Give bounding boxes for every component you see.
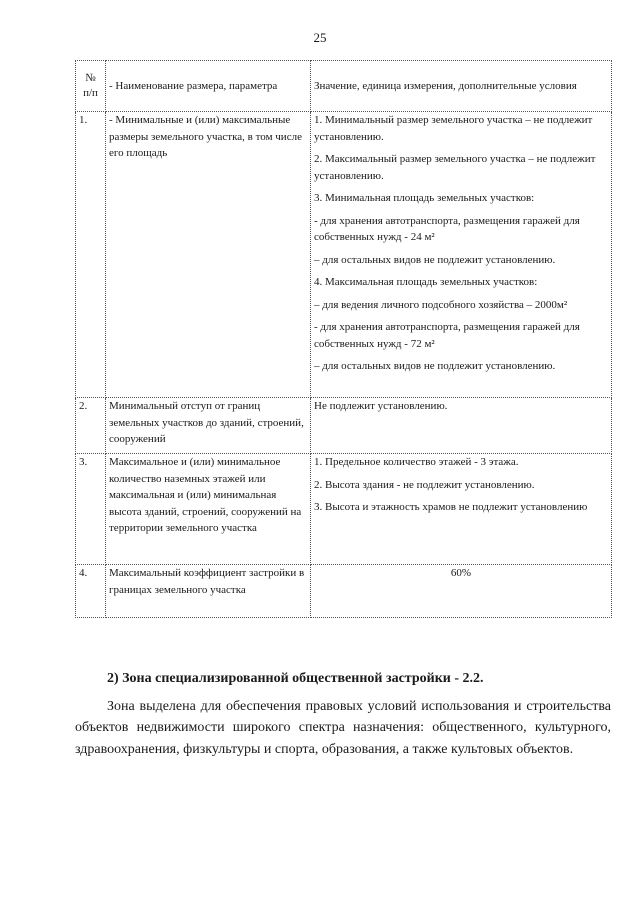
- value-line: - для хранения автотранспорта, размещения гаражей для собственных нужд - 72 м²: [314, 321, 580, 350]
- section-title: 2) Зона специализированной общественной застройки - 2.2.: [107, 671, 484, 686]
- value-line: 2. Максимальный размер земельного участка – не подлежит установлению.: [314, 153, 596, 182]
- value-line: - для хранения автотранспорта, размещения гаражей для собственных нужд - 24 м²: [314, 214, 580, 243]
- header-num-symbol: №: [85, 71, 96, 84]
- header-num-label: п/п: [83, 87, 98, 99]
- row-number: 3.: [76, 454, 106, 565]
- row-value: [311, 112, 612, 398]
- section-paragraph: Зона выделена для обеспечения правовых условий использования и строительства объектов недвижимости широкого спектра назначения: общественного, культурного, здравоохранения, физкультуры и спорта, образования, а также культовых объектов.: [75, 698, 611, 758]
- row-parameter: Минимальный отступ от границ земельных участков до зданий, строений, сооружений: [106, 398, 311, 454]
- value-line: – для ведения личного подсобного хозяйства – 2000м²: [314, 298, 568, 311]
- table-row: [76, 454, 612, 565]
- value-line: 1. Минимальный размер земельного участка – не подлежит установлению.: [314, 114, 593, 143]
- value-line: 1. Предельное количество этажей - 3 этажа.: [314, 456, 519, 468]
- value-line: 4. Максимальная площадь земельных участков:: [314, 276, 538, 288]
- row-parameter: - Минимальные и (или) максимальные размеры земельного участка, в том числе его площадь: [106, 112, 311, 398]
- row-value: [311, 565, 612, 618]
- table-header-row: [76, 61, 612, 112]
- row-value: [311, 398, 612, 454]
- header-value: Значение, единица измерения, дополнительные условия: [311, 61, 612, 112]
- row-parameter: Максимальное и (или) минимальное количество наземных этажей или максимальная и (или) минимальная высота зданий, строений, сооружений на территории земельного участка: [106, 454, 311, 565]
- header-name: - Наименование размера, параметра: [106, 61, 311, 112]
- zone-section: [75, 668, 611, 761]
- row-value: [311, 454, 612, 565]
- row-number: 1.: [76, 112, 106, 398]
- value-line: 3. Высота и этажность храмов не подлежит установлению: [314, 501, 588, 513]
- header-num: [76, 61, 106, 112]
- table-row: [76, 398, 612, 454]
- row-number: 2.: [76, 398, 106, 454]
- value-line: – для остальных видов не подлежит установлению.: [314, 360, 556, 372]
- value-line: 60%: [450, 567, 472, 579]
- page-number: 25: [313, 30, 327, 45]
- value-line: Не подлежит установлению.: [314, 400, 448, 412]
- parameters-table: [75, 60, 612, 618]
- value-line: – для остальных видов не подлежит установлению.: [314, 253, 556, 266]
- table-row: [76, 565, 612, 618]
- row-number: 4.: [76, 565, 106, 618]
- value-line: 3. Минимальная площадь земельных участков:: [314, 192, 535, 204]
- table-row: [76, 112, 612, 398]
- row-parameter: Максимальный коэффициент застройки в границах земельного участка: [106, 565, 311, 618]
- value-line: 2. Высота здания - не подлежит установлению.: [314, 478, 535, 491]
